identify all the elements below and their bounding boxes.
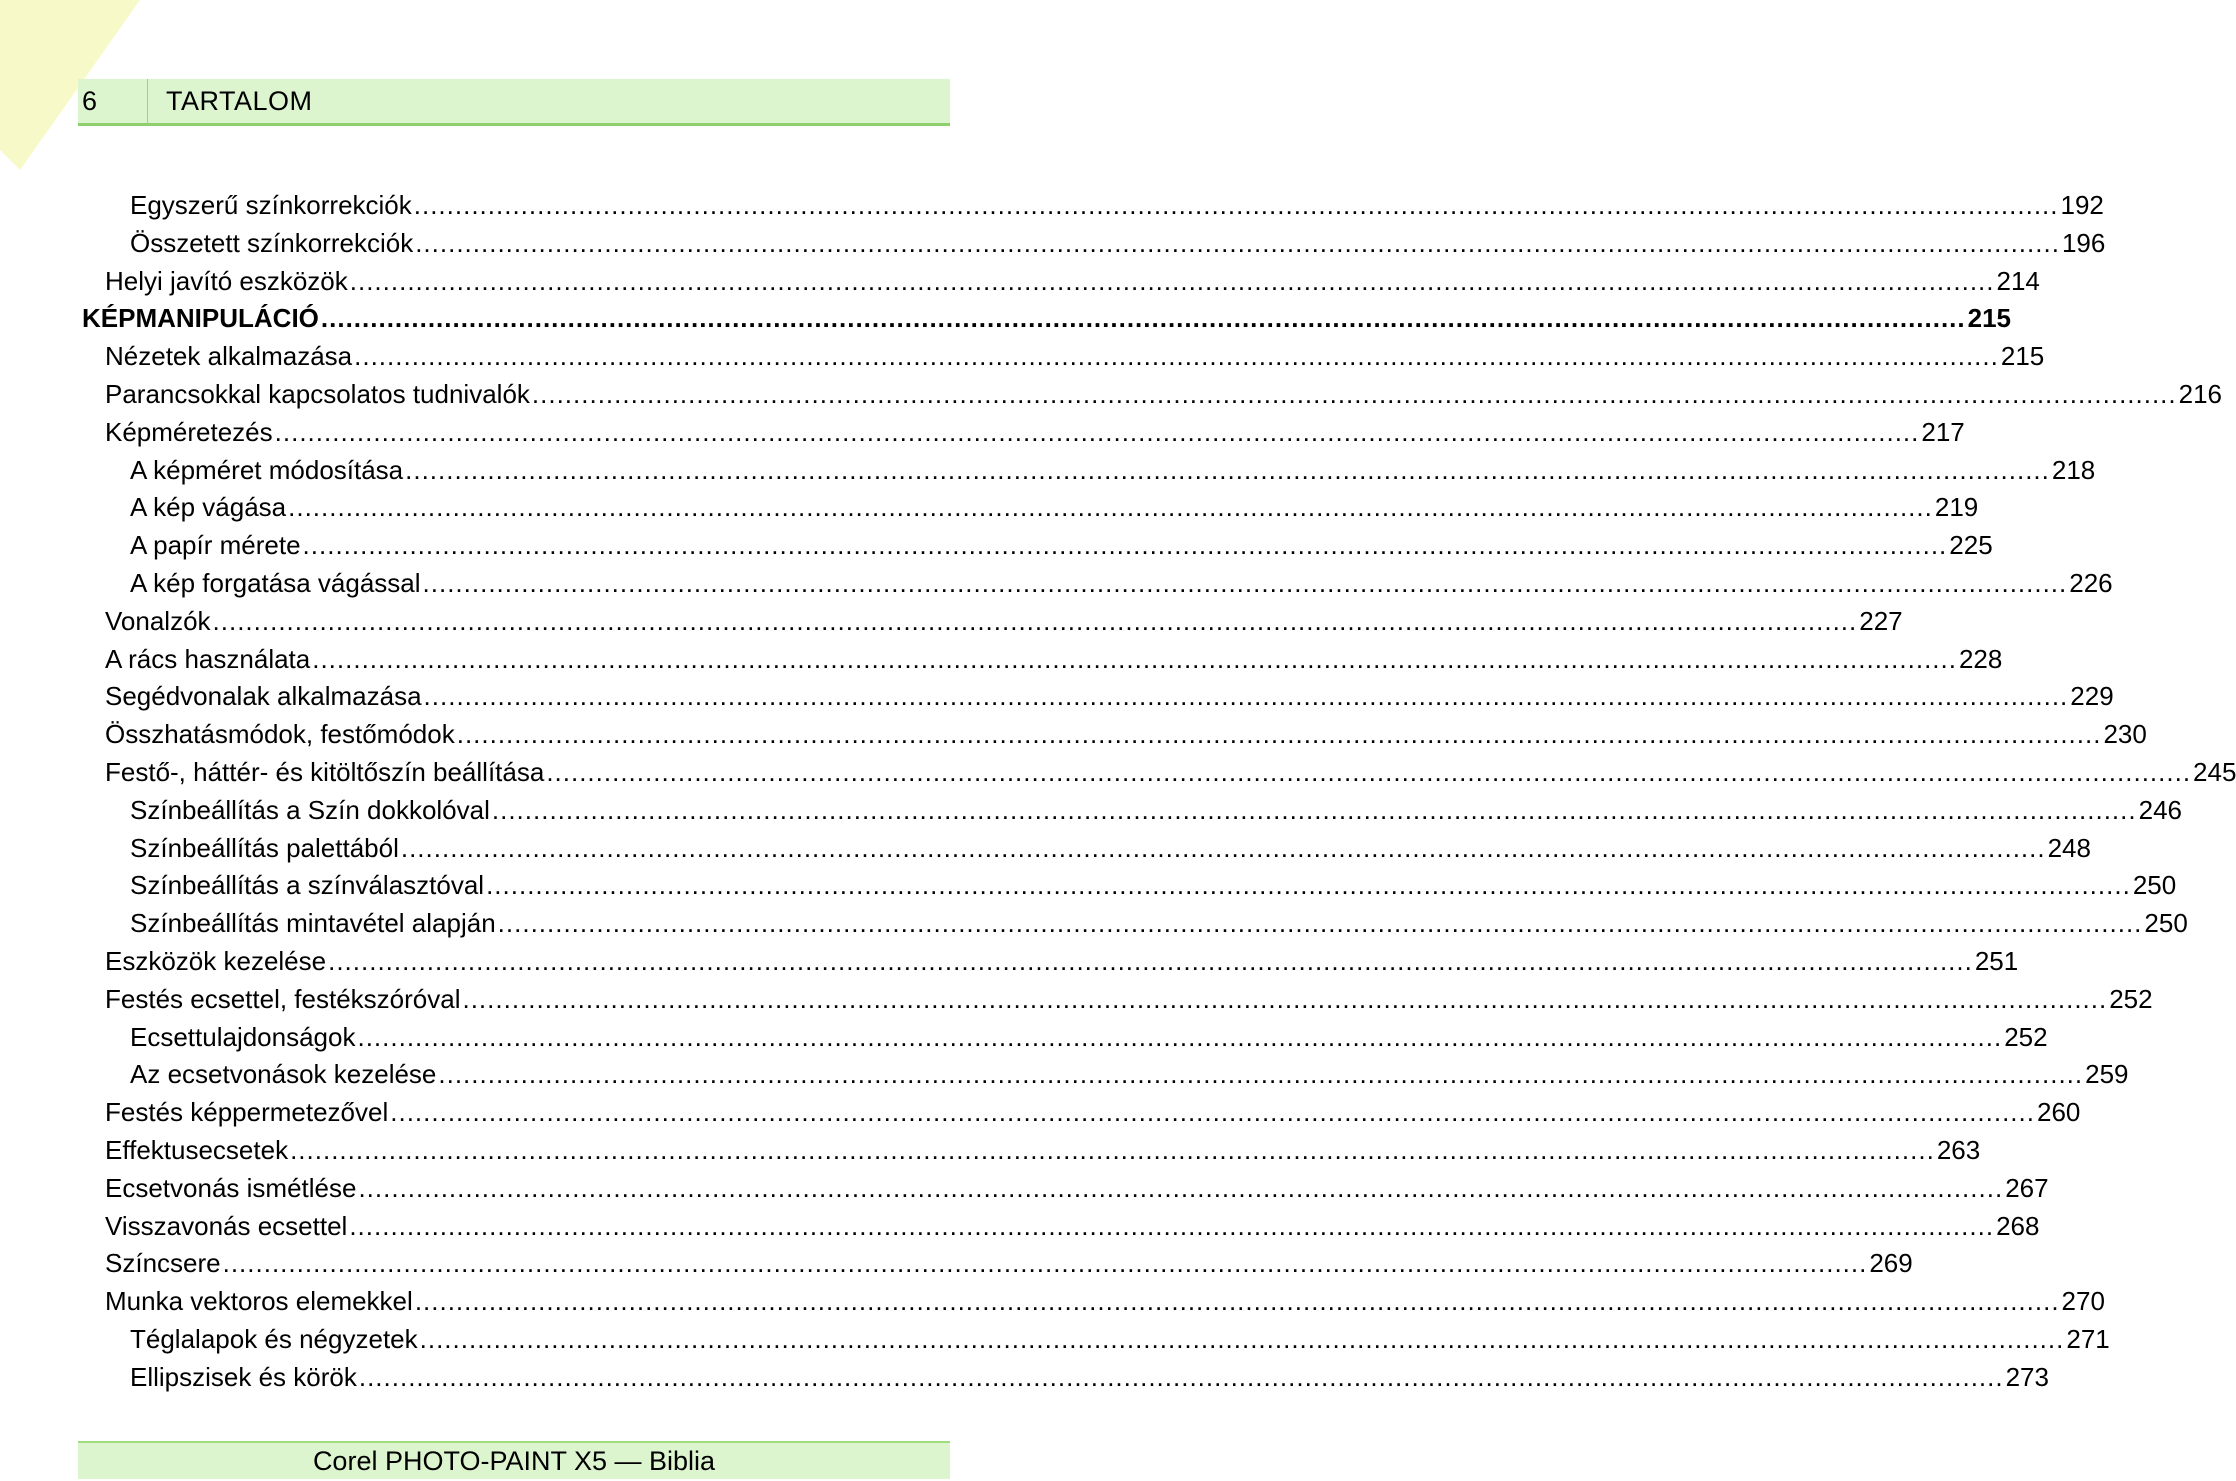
toc-entry[interactable]	[105, 1282, 2105, 1320]
toc-entry[interactable]	[130, 224, 2106, 262]
page-header	[78, 79, 950, 126]
toc-dot-leader: ........................................................................................................................................................................................................	[358, 1361, 2004, 1392]
toc-entry-title: Effektusecsetek	[105, 1135, 289, 1165]
toc-entry-title: Visszavonás ecsettel	[105, 1210, 348, 1241]
toc-dot-leader: ........................................................................................................................................................................................................	[413, 190, 2059, 220]
toc-entry-page: 271	[2066, 1324, 2110, 1354]
toc-entry-page: 230	[2103, 719, 2147, 750]
toc-entry[interactable]	[130, 186, 2104, 224]
toc-entry[interactable]	[130, 451, 2096, 489]
toc-entry[interactable]	[105, 677, 2114, 715]
toc-dot-leader: ........................................................................................................................................................................................................	[349, 265, 1995, 296]
toc-entry-page: 250	[2132, 870, 2177, 901]
toc-entry-title: A kép forgatása vágással	[130, 568, 421, 598]
toc-entry-page: 270	[2061, 1286, 2105, 1317]
toc-dot-leader: ........................................................................................................................................................................................................	[328, 946, 1973, 976]
toc-entry-page: 245	[2193, 757, 2236, 787]
toc-entry-page: 267	[2005, 1172, 2049, 1203]
page-footer	[78, 1441, 950, 1479]
toc-entry[interactable]	[82, 299, 2012, 337]
toc-entry[interactable]	[105, 1169, 2049, 1207]
footer-text: Corel PHOTO-PAINT X5 — Biblia	[312, 1445, 716, 1476]
toc-dot-leader: ........................................................................................................................................................................................................	[456, 719, 2102, 750]
toc-entry-page: 192	[2060, 190, 2104, 220]
toc-entry-page: 228	[1958, 643, 2003, 674]
toc-entry[interactable]	[105, 602, 1903, 640]
toc-entry-page: 229	[2070, 681, 2114, 712]
toc-entry-title: A képméret módosítása	[130, 454, 404, 485]
toc-entry[interactable]	[105, 980, 2153, 1018]
toc-entry-title: Eszközök kezelése	[105, 946, 327, 976]
toc-entry[interactable]	[105, 715, 2147, 753]
toc-dot-leader: ........................................................................................................................................................................................................	[354, 341, 1999, 372]
toc-entry-title: Vonalzók	[105, 605, 211, 636]
toc-dot-leader: ........................................................................................................................................................................................................	[414, 1286, 2060, 1317]
toc-entry[interactable]	[130, 564, 2113, 602]
toc-entry-page: 268	[1996, 1210, 2040, 1241]
toc-dot-leader: ........................................................................................................................................................................................................	[288, 492, 1933, 523]
toc-entry[interactable]	[130, 488, 1979, 526]
toc-entry-title: Egyszerű színkorrekciók	[130, 190, 412, 220]
toc-entry-page: 263	[1936, 1135, 1981, 1165]
toc-dot-leader: ........................................................................................................................................................................................................	[415, 227, 2060, 258]
toc-dot-leader: ........................................................................................................................................................................................................	[312, 643, 1957, 674]
toc-dot-leader: ........................................................................................................................................................................................................	[222, 1248, 1868, 1279]
toc-entry[interactable]	[130, 829, 2091, 867]
toc-dot-leader: ........................................................................................................................................................................................................	[546, 757, 2192, 787]
toc-entry-page: 246	[2138, 794, 2182, 825]
toc-entry-title: Színcsere	[105, 1248, 221, 1279]
toc-dot-leader: ........................................................................................................................................................................................................	[357, 1021, 2003, 1052]
toc-entry[interactable]	[105, 337, 2045, 375]
toc-entry-title: Nézetek alkalmazása	[105, 341, 353, 372]
toc-dot-leader: ........................................................................................................................................................................................................	[290, 1135, 1935, 1165]
toc-entry[interactable]	[105, 942, 2019, 980]
toc-entry-title: Színbeállítás palettából	[130, 832, 399, 863]
toc-entry-title: Színbeállítás mintavétel alapján	[130, 908, 496, 939]
toc-entry-title: Munka vektoros elemekkel	[105, 1286, 413, 1317]
toc-dot-leader: ........................................................................................................................................................................................................	[531, 379, 2177, 409]
toc-entry-page: 196	[2061, 227, 2106, 258]
toc-dot-leader: ........................................................................................................................................................................................................	[423, 681, 2069, 712]
toc-entry-title: Festés ecsettel, festékszóróval	[105, 983, 461, 1014]
toc-entry[interactable]	[130, 1358, 2049, 1396]
toc-entry-title: Festés képpermetezővel	[105, 1097, 389, 1128]
toc-entry-page: 251	[1974, 946, 2019, 976]
toc-dot-leader: ........................................................................................................................................................................................................	[405, 454, 2050, 485]
toc-entry[interactable]	[130, 791, 2182, 829]
toc-entry[interactable]	[130, 526, 1993, 564]
toc-entry-title: Segédvonalak alkalmazása	[105, 681, 422, 712]
toc-entry-title: Parancsokkal kapcsolatos tudnivalók	[105, 379, 530, 409]
toc-entry[interactable]	[105, 1131, 1981, 1169]
toc-entry-title: A papír mérete	[130, 530, 301, 561]
toc-dot-leader: ........................................................................................................................................................................................................	[320, 303, 1966, 334]
toc-entry-title: Ellipszisek és körök	[130, 1361, 357, 1392]
toc-entry-title: Helyi javító eszközök	[105, 265, 348, 296]
toc-entry-page: 225	[1949, 530, 1993, 561]
toc-entry[interactable]	[105, 262, 2040, 300]
page-number: 6	[78, 79, 148, 123]
toc-entry-page: 216	[2178, 379, 2223, 409]
toc-entry-title: Képméretezés	[105, 416, 273, 447]
toc-dot-leader: ........................................................................................................................................................................................................	[462, 983, 2108, 1014]
toc-entry-page: 215	[2000, 341, 2045, 372]
toc-entry-page: 226	[2069, 568, 2113, 598]
toc-entry[interactable]	[105, 753, 2236, 791]
toc-entry-page: 269	[1869, 1248, 1913, 1279]
toc-entry-title: Festő-, háttér- és kitöltőszín beállítása	[105, 757, 545, 787]
toc-entry-page: 248	[2047, 832, 2091, 863]
toc-dot-leader: ........................................................................................................................................................................................................	[438, 1059, 2084, 1090]
toc-entry-page: 215	[1967, 303, 2012, 334]
toc-entry-page: 219	[1934, 492, 1979, 523]
toc-entry-page: 252	[2004, 1021, 2048, 1052]
toc-entry[interactable]	[130, 866, 2177, 904]
toc-entry-page: 260	[2036, 1097, 2081, 1128]
toc-entry-page: 273	[2005, 1361, 2049, 1392]
toc-dot-leader: ........................................................................................................................................................................................................	[390, 1097, 2035, 1128]
toc-entry[interactable]	[105, 1244, 1913, 1282]
toc-entry[interactable]	[105, 375, 2223, 413]
toc-entry-title: KÉPMANIPULÁCIÓ	[82, 303, 319, 334]
toc-dot-leader: ........................................................................................................................................................................................................	[422, 568, 2068, 598]
toc-dot-leader: ........................................................................................................................................................................................................	[349, 1210, 1995, 1241]
toc-dot-leader: ........................................................................................................................................................................................................	[274, 416, 1920, 447]
toc-entry-page: 252	[2109, 983, 2153, 1014]
toc-dot-leader: ........................................................................................................................................................................................................	[400, 832, 2046, 863]
toc-entry-title: Összhatásmódok, festőmódok	[105, 719, 455, 750]
toc-entry-title: Összetett színkorrekciók	[130, 227, 414, 258]
toc-entry-page: 217	[1921, 416, 1965, 447]
toc-entry[interactable]	[105, 1093, 2081, 1131]
toc-entry[interactable]	[130, 1055, 2129, 1093]
toc-entry-title: Színbeállítás a Szín dokkolóval	[130, 794, 490, 825]
page-title: TARTALOM	[166, 85, 313, 116]
toc-entry-title: Ecsetvonás ismétlése	[105, 1172, 357, 1203]
toc-entry-title: A rács használata	[105, 643, 311, 674]
toc-dot-leader: ........................................................................................................................................................................................................	[302, 530, 1948, 561]
toc-dot-leader: ........................................................................................................................................................................................................	[486, 870, 2131, 901]
toc-entry[interactable]	[130, 904, 2188, 942]
toc-dot-leader: ........................................................................................................................................................................................................	[419, 1324, 2065, 1354]
toc-entry-page: 214	[1996, 265, 2040, 296]
toc-entry-page: 250	[2144, 908, 2188, 939]
toc-entry-page: 218	[2051, 454, 2096, 485]
toc-entry-title: Az ecsetvonások kezelése	[130, 1059, 437, 1090]
toc-entry[interactable]	[105, 413, 1965, 451]
toc-dot-leader: ........................................................................................................................................................................................................	[491, 794, 2137, 825]
toc-dot-leader: ........................................................................................................................................................................................................	[212, 605, 1858, 636]
toc-dot-leader: ........................................................................................................................................................................................................	[358, 1172, 2004, 1203]
toc-entry-page: 259	[2085, 1059, 2129, 1090]
toc-entry-page: 227	[1859, 605, 1903, 636]
toc-entry-title: Színbeállítás a színválasztóval	[130, 870, 485, 901]
toc-entry-title: Téglalapok és négyzetek	[130, 1324, 418, 1354]
toc-entry[interactable]	[105, 1207, 2040, 1245]
toc-entry-title: Ecsettulajdonságok	[130, 1021, 356, 1052]
toc-entry[interactable]	[105, 640, 2003, 678]
toc-entry-title: A kép vágása	[130, 492, 287, 523]
toc-entry[interactable]	[130, 1018, 2048, 1056]
toc-dot-leader: ........................................................................................................................................................................................................	[497, 908, 2143, 939]
toc-entry[interactable]	[130, 1320, 2110, 1358]
